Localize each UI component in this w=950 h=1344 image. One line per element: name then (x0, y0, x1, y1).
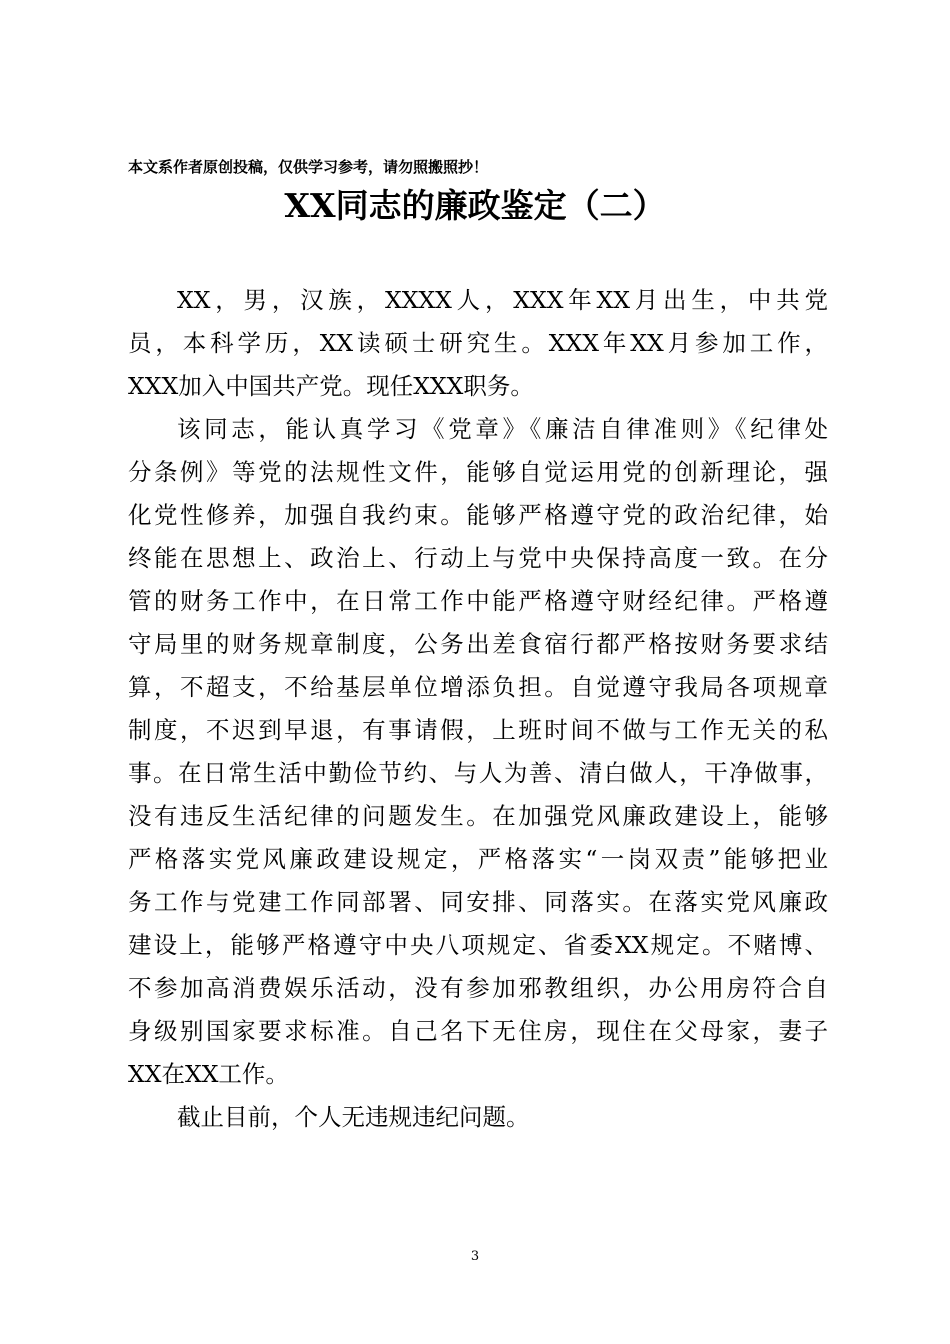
paragraph (128, 408, 828, 1096)
paragraph-line: 严格落实党风廉政建设规定，严格落实“一岗双责”能够把业 (128, 845, 828, 873)
paragraph-line: 终能在思想上、政治上、行动上与党中央保持高度一致。在分 (128, 544, 828, 572)
paragraph-line: 分条例》等党的法规性文件，能够自觉运用党的创新理论，强 (128, 458, 828, 486)
paragraph-line: 制度，不迟到早退，有事请假，上班时间不做与工作无关的私 (128, 716, 828, 744)
paragraph-line: 员，本科学历，XX读硕士研究生。XXX年XX月参加工作， (128, 329, 828, 357)
paragraph-line: 没有违反生活纪律的问题发生。在加强党风廉政建设上，能够 (128, 802, 828, 830)
paragraph-line: 该同志，能认真学习《党章》《廉洁自律准则》《纪律处 (177, 415, 828, 443)
paragraph-line: 不参加高消费娱乐活动，没有参加邪教组织，办公用房符合自 (128, 974, 828, 1002)
paragraph-line: 管的财务工作中，在日常工作中能严格遵守财经纪律。严格遵 (128, 587, 828, 615)
paragraph-line: 算，不超支，不给基层单位增添负担。自觉遵守我局各项规章 (128, 673, 828, 701)
document-body (128, 279, 828, 1139)
document-title: XX同志的廉政鉴定（二） (284, 186, 666, 225)
paragraph-line: 截止目前，个人无违规违纪问题。 (177, 1103, 530, 1131)
paragraph (128, 1096, 828, 1139)
page-number: 3 (470, 1249, 480, 1264)
copyright-notice: 本文系作者原创投稿，仅供学习参考，请勿照搬照抄！ (128, 158, 489, 176)
paragraph-line: XXX加入中国共产党。现任XXX职务。 (128, 372, 534, 400)
paragraph (128, 279, 828, 408)
paragraph-line: 化党性修养，加强自我约束。能够严格遵守党的政治纪律，始 (128, 501, 828, 529)
paragraph-line: 身级别国家要求标准。自己名下无住房，现住在父母家，妻子 (128, 1017, 828, 1045)
paragraph-line: 守局里的财务规章制度，公务出差食宿行都严格按财务要求结 (128, 630, 828, 658)
paragraph-line: XX，男，汉族，XXXX人，XXX年XX月出生，中共党 (177, 286, 828, 314)
paragraph-line: 事。在日常生活中勤俭节约、与人为善、清白做人，干净做事， (128, 759, 828, 787)
paragraph-line: XX在XX工作。 (128, 1060, 289, 1088)
paragraph-line: 建设上，能够严格遵守中央八项规定、省委XX规定。不赌博、 (128, 931, 828, 959)
paragraph-line: 务工作与党建工作同部署、同安排、同落实。在落实党风廉政 (128, 888, 828, 916)
